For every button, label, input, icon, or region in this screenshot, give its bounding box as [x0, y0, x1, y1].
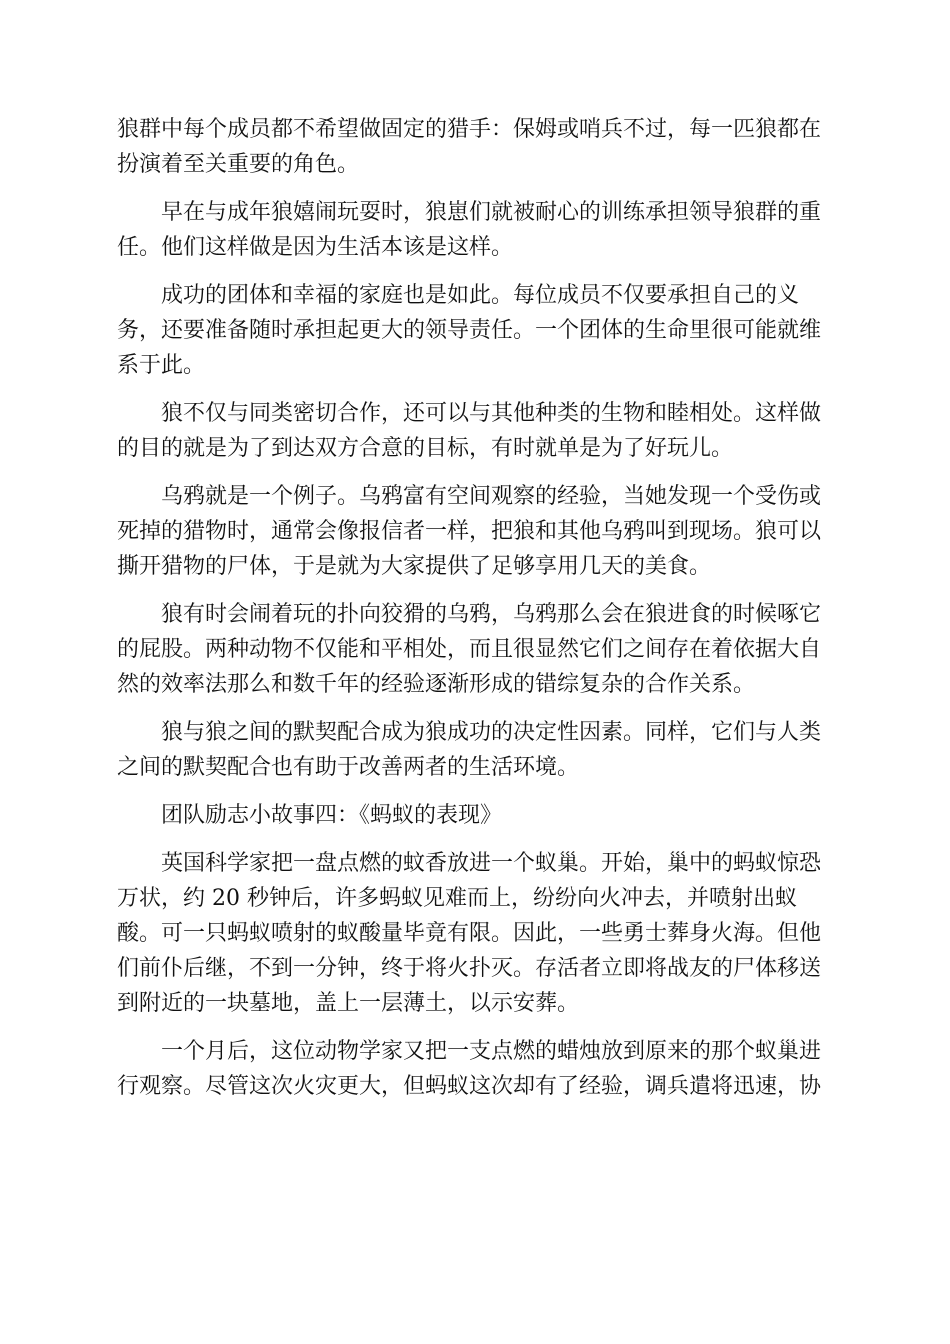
- paragraph: [117, 396, 835, 466]
- text-line: 死掉的猎物时，通常会像报信者一样，把狼和其他乌鸦叫到现场。狼可以: [117, 519, 822, 544]
- text-line: 然的效率法那么和数千年的经验逐渐形成的错综复杂的合作关系。: [117, 672, 756, 697]
- paragraph: [117, 846, 835, 1021]
- text-line: 务，还要准备随时承担起更大的领导责任。一个团体的生命里很可能就维: [117, 318, 822, 343]
- text-line: 行观察。尽管这次火灾更大，但蚂蚁这次却有了经验，调兵遣将迅速，协: [117, 1074, 822, 1099]
- paragraph: [117, 597, 835, 702]
- text-line: 狼有时会闹着玩的扑向狡猾的乌鸦，乌鸦那么会在狼进食的时候啄它: [161, 602, 822, 627]
- paragraph: [117, 278, 835, 383]
- paragraph: [117, 479, 835, 584]
- text-line: 狼与狼之间的默契配合成为狼成功的决定性因素。同样，它们与人类: [161, 720, 822, 745]
- paragraph: [117, 715, 835, 785]
- text-line: 扮演着至关重要的角色。: [117, 152, 360, 177]
- text-line: 早在与成年狼嬉闹玩耍时，狼崽们就被耐心的训练承担领导狼群的重: [161, 200, 822, 225]
- paragraph: [117, 195, 835, 265]
- text-line: 撕开猎物的尸体，于是就为大家提供了足够享用几天的美食。: [117, 554, 712, 579]
- document-body: [117, 112, 835, 1117]
- paragraph: [117, 1034, 835, 1104]
- text-line: 的目的就是为了到达双方合意的目标，有时就单是为了好玩儿。: [117, 436, 734, 461]
- text-line: 团队励志小故事四：《蚂蚁的表现》: [161, 803, 503, 828]
- text-line: 狼不仅与同类密切合作，还可以与其他种类的生物和睦相处。这样做: [161, 401, 822, 426]
- text-line: 万状，约 20 秒钟后，许多蚂蚁见难而上，纷纷向火冲去，并喷射出蚁: [117, 886, 797, 911]
- text-line: 任。他们这样做是因为生活本该是这样。: [117, 235, 514, 260]
- text-line: 到附近的一块墓地，盖上一层薄土，以示安葬。: [117, 991, 580, 1016]
- text-line: 英国科学家把一盘点燃的蚊香放进一个蚁巢。开始，巢中的蚂蚁惊恐: [161, 851, 822, 876]
- text-line: 们前仆后继，不到一分钟，终于将火扑灭。存活者立即将战友的尸体移送: [117, 956, 822, 981]
- text-line: 酸。可一只蚂蚁喷射的蚁酸量毕竟有限。因此，一些勇士葬身火海。但他: [117, 921, 822, 946]
- text-line: 系于此。: [117, 353, 206, 378]
- text-line: 之间的默契配合也有助于改善两者的生活环境。: [117, 755, 580, 780]
- paragraph: [117, 112, 835, 182]
- text-line: 成功的团体和幸福的家庭也是如此。每位成员不仅要承担自己的义: [161, 283, 800, 308]
- text-line: 的屁股。两种动物不仅能和平相处，而且很显然它们之间存在着依据大自: [117, 637, 822, 662]
- section-heading: [117, 798, 835, 833]
- text-line: 一个月后，这位动物学家又把一支点燃的蜡烛放到原来的那个蚁巢进: [161, 1039, 822, 1064]
- text-line: 狼群中每个成员都不希望做固定的猎手：保姆或哨兵不过，每一匹狼都在: [117, 117, 822, 142]
- text-line: 乌鸦就是一个例子。乌鸦富有空间观察的经验，当她发现一个受伤或: [161, 484, 822, 509]
